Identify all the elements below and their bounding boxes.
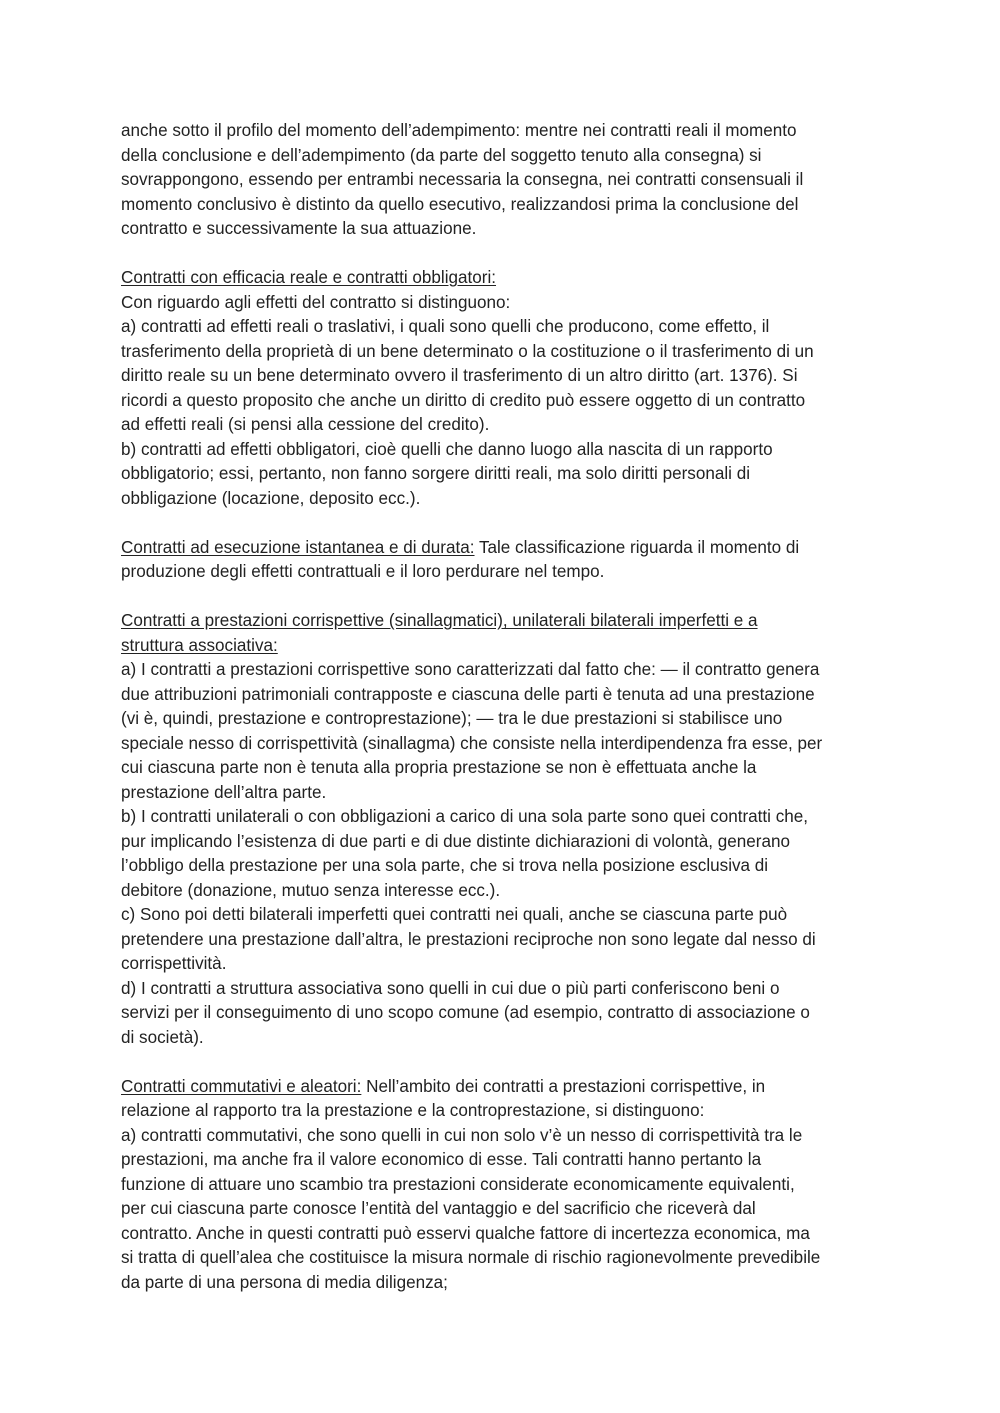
section-heading-line <box>121 634 891 659</box>
text-line: d) I contratti a struttura associativa sono quelli in cui due o più parti conferiscono beni o <box>121 978 780 998</box>
text-line: a) contratti ad effetti reali o traslativi, i quali sono quelli che producono, come effetto, il <box>121 317 770 336</box>
text-line: Con riguardo agli effetti del contratto si distinguono: <box>121 292 511 312</box>
text-line: (vi è, quindi, prestazione e controprestazione); — tra le due prestazioni si stabilisce uno <box>121 709 783 728</box>
text-line: di società). <box>121 1027 204 1047</box>
section-heading: Contratti a prestazioni corrispettive (sinallagmatici), unilaterali bilaterali imperfetti e a <box>121 611 758 630</box>
inline-text: Nell’ambito dei contratti a prestazioni corrispettive, in <box>361 1076 766 1096</box>
text-line: prestazioni, ma anche fra il valore economico di esse. Tali contratti hanno pertanto la <box>121 1150 762 1169</box>
text-line: due attribuzioni patrimoniali contrapposte e ciascuna delle parti è tenuta ad una prestazione <box>121 684 815 704</box>
text-line: pur implicando l’esistenza di due parti e di due distinte dichiarazioni di volontà, generano <box>121 831 790 851</box>
section-heading: struttura associativa: <box>121 635 278 655</box>
text-line <box>121 536 891 561</box>
text-line: da parte di una persona di media diligenza; <box>121 1272 448 1292</box>
text-line: contratto. Anche in questi contratti può esservi qualche fattore di incertezza economica, ma <box>121 1223 810 1243</box>
text-line: c) Sono poi detti bilaterali imperfetti quei contratti nei quali, anche se ciascuna parte può <box>121 905 788 924</box>
text-line: debitore (donazione, mutuo senza interesse ecc.). <box>121 880 501 900</box>
section-heading: Contratti commutativi e aleatori: <box>121 1076 362 1096</box>
document-page <box>121 119 891 1295</box>
text-line: produzione degli effetti contrattuali e il loro perdurare nel tempo. <box>121 562 605 581</box>
text-line: della conclusione e dell’adempimento (da parte del soggetto tenuto alla consegna) si <box>121 145 762 165</box>
text-line: diritto reale su un bene determinato ovvero il trasferimento di un altro diritto (art. 1376). Si <box>121 366 798 385</box>
paragraph-gap <box>121 1050 891 1075</box>
section-heading: Contratti ad esecuzione istantanea e di durata: <box>121 537 475 557</box>
paragraph-gap <box>121 242 891 267</box>
text-line: prestazione dell’altra parte. <box>121 782 327 802</box>
text-line: obbligazione (locazione, deposito ecc.). <box>121 488 421 508</box>
text-line: per cui ciascuna parte conosce l’entità del vantaggio e del sacrificio che riceverà dal <box>121 1199 756 1218</box>
section-efficacia-reale <box>121 266 891 511</box>
text-line: anche sotto il profilo del momento dell’adempimento: mentre nei contratti reali il momento <box>121 121 797 140</box>
section-esecuzione-durata <box>121 536 891 585</box>
text-line <box>121 1075 891 1100</box>
text-line: a) I contratti a prestazioni corrispettive sono caratterizzati dal fatto che: — il contratto genera <box>121 660 820 679</box>
text-line: ricordi a questo proposito che anche un diritto di credito può essere oggetto di un contratto <box>121 390 806 410</box>
text-line: corrispettività. <box>121 954 227 973</box>
text-line: ad effetti reali (si pensi alla cessione del credito). <box>121 415 490 434</box>
section-prestazioni-corrispettive <box>121 609 891 1050</box>
text-line: si tratta di quell’alea che costituisce la misura normale di rischio ragionevolmente prevedibile <box>121 1248 821 1267</box>
inline-text: Tale classificazione riguarda il momento di <box>474 537 800 557</box>
text-line: cui ciascuna parte non è tenuta alla propria prestazione se non è effettuata anche la <box>121 758 757 777</box>
text-line: obbligatorio; essi, pertanto, non fanno sorgere diritti reali, ma solo diritti personali di <box>121 464 751 483</box>
text-line: b) contratti ad effetti obbligatori, cioè quelli che danno luogo alla nascita di un rapporto <box>121 439 773 459</box>
text-line: trasferimento della proprietà di un bene determinato o la costituzione o il trasferimento di un <box>121 341 814 361</box>
text-line: b) I contratti unilaterali o con obbligazioni a carico di una sola parte sono quei contratti che, <box>121 807 809 826</box>
paragraph-gap <box>121 511 891 536</box>
text-line: a) contratti commutativi, che sono quelli in cui non solo v’è un nesso di corrispettività tra le <box>121 1125 803 1145</box>
text-line: sovrappongono, essendo per entrambi necessaria la consegna, nei contratti consensuali il <box>121 170 804 189</box>
text-line: funzione di attuare uno scambio tra prestazioni considerate economicamente equivalenti, <box>121 1174 795 1194</box>
text-line: contratto e successivamente la sua attuazione. <box>121 219 477 238</box>
section-heading-line <box>121 266 891 291</box>
text-line: relazione al rapporto tra la prestazione e la controprestazione, si distinguono: <box>121 1101 705 1120</box>
section-commutativi-aleatori <box>121 1075 891 1296</box>
text-line: speciale nesso di corrispettività (sinallagma) che consiste nella interdipendenza fra esse, per <box>121 733 823 753</box>
intro-paragraph <box>121 119 891 242</box>
section-heading: Contratti con efficacia reale e contratti obbligatori: <box>121 268 497 287</box>
text-line: pretendere una prestazione dall’altra, le prestazioni reciproche non sono legate dal nesso di <box>121 929 816 949</box>
section-heading-line <box>121 609 891 634</box>
text-line: l’obbligo della prestazione per una sola parte, che si trova nella posizione esclusiva di <box>121 856 769 875</box>
text-line: momento conclusivo è distinto da quello esecutivo, realizzandosi prima la conclusione del <box>121 194 799 214</box>
text-line: servizi per il conseguimento di uno scopo comune (ad esempio, contratto di associazione o <box>121 1003 810 1022</box>
paragraph-gap <box>121 585 891 610</box>
